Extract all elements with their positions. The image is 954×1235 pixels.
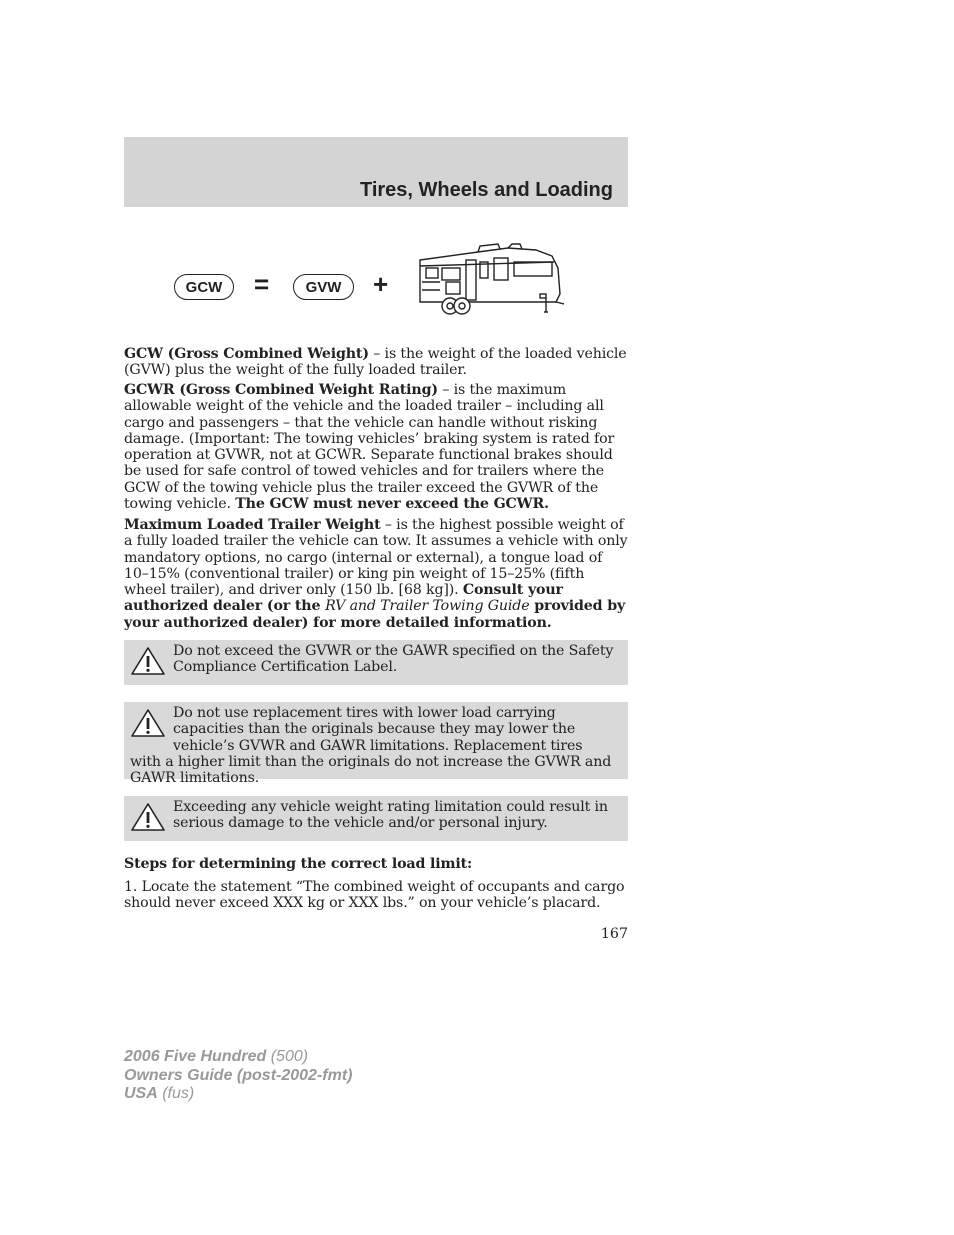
warning-text-1: Do not exceed the GVWR or the GAWR specified on the Safety Compliance Certification Label. <box>173 643 614 676</box>
section-title: Tires, Wheels and Loading <box>359 179 613 201</box>
gcwr-def: – is the maximum allowable weight of the vehicle and the loaded trailer – including all cargo and passengers – that the vehicle can handle without risking damage. (Important: The towing vehicles’ braking system is rated for operation at GVWR, not at GCWR. Separate functional brakes should be used for safe control of towed vehicles and for trailers where the GCW of the towing vehicle plus the trailer exceed the GVWR of the towing vehicle. <box>124 382 615 513</box>
warning-text-2: Do not use replacement tires with lower load carrying capacities than the originals because they may lower the vehicle’s GVWR and GAWR limitations. Replacement tires with a higher limit than the originals do not increase the GVWR and GAWR limitations. <box>130 705 612 787</box>
mltw-bold-2: provided by your authorized dealer) for more detailed information. <box>124 598 626 631</box>
gcwr-warning-bold: The GCW must never exceed the GCWR. <box>235 496 549 513</box>
footer-line-1 <box>124 1048 352 1067</box>
warning-triangle-icon <box>130 802 166 832</box>
gcw-pill: GCW <box>174 274 234 300</box>
mltw-def: – is the highest possible weight of a fully loaded trailer the vehicle can tow. It assumes a vehicle with only mandatory options, no cargo (internal or external), a tongue load of 10–15% (conventional trailer) or king pin weight of 15–25% (fifth wheel trailer), and driver only (150 lb. [68 kg]). <box>124 517 628 599</box>
warning-box-1 <box>124 640 628 685</box>
gcw-equation-figure <box>124 240 628 325</box>
mltw-bold-1: Consult your authorized dealer (or the <box>124 582 563 615</box>
gcw-term: GCW (Gross Combined Weight) <box>124 346 369 362</box>
gcwr-definition <box>124 382 628 512</box>
page-number: 167 <box>600 926 628 942</box>
equals-sign: = <box>254 269 270 299</box>
warning-text-3: Exceeding any vehicle weight rating limitation could result in serious damage to the vehicle and/or personal injury. <box>173 799 608 832</box>
step-1 <box>124 879 628 912</box>
trailer-icon <box>416 242 564 324</box>
warning-box-2 <box>124 702 628 787</box>
footer-model: 2006 Five Hundred <box>124 1048 267 1065</box>
footer-market-code: (fus) <box>157 1085 195 1102</box>
warning-triangle-icon <box>130 646 166 676</box>
footer-guide: Owners Guide (post-2002-fmt) <box>124 1066 353 1084</box>
gcwr-term: GCWR (Gross Combined Weight Rating) <box>124 382 438 398</box>
footer-model-code: (500) <box>266 1048 309 1065</box>
gcw-def: – is the weight of the loaded vehicle (GVW) plus the weight of the fully loaded trailer. <box>124 346 627 379</box>
plus-sign: + <box>373 269 389 299</box>
steps-heading <box>124 856 628 872</box>
footer-market: USA <box>124 1085 158 1102</box>
document-footer <box>124 1048 352 1104</box>
mltw-guide-title: RV and Trailer Towing Guide <box>325 598 530 615</box>
gcw-definition <box>124 346 628 379</box>
warning-triangle-icon <box>130 708 166 738</box>
footer-line-2 <box>124 1067 352 1086</box>
step-1-text: 1. Locate the statement “The combined weight of occupants and cargo should never exceed XXX kg or XXX lbs.” on your vehicle’s placard. <box>124 879 625 912</box>
gvw-pill: GVW <box>293 274 354 300</box>
mltw-definition <box>124 517 628 631</box>
section-header-bar <box>124 137 628 207</box>
steps-heading-text: Steps for determining the correct load limit: <box>124 856 473 872</box>
mltw-term: Maximum Loaded Trailer Weight <box>124 517 381 533</box>
footer-line-3 <box>124 1085 352 1104</box>
warning-box-3 <box>124 796 628 841</box>
